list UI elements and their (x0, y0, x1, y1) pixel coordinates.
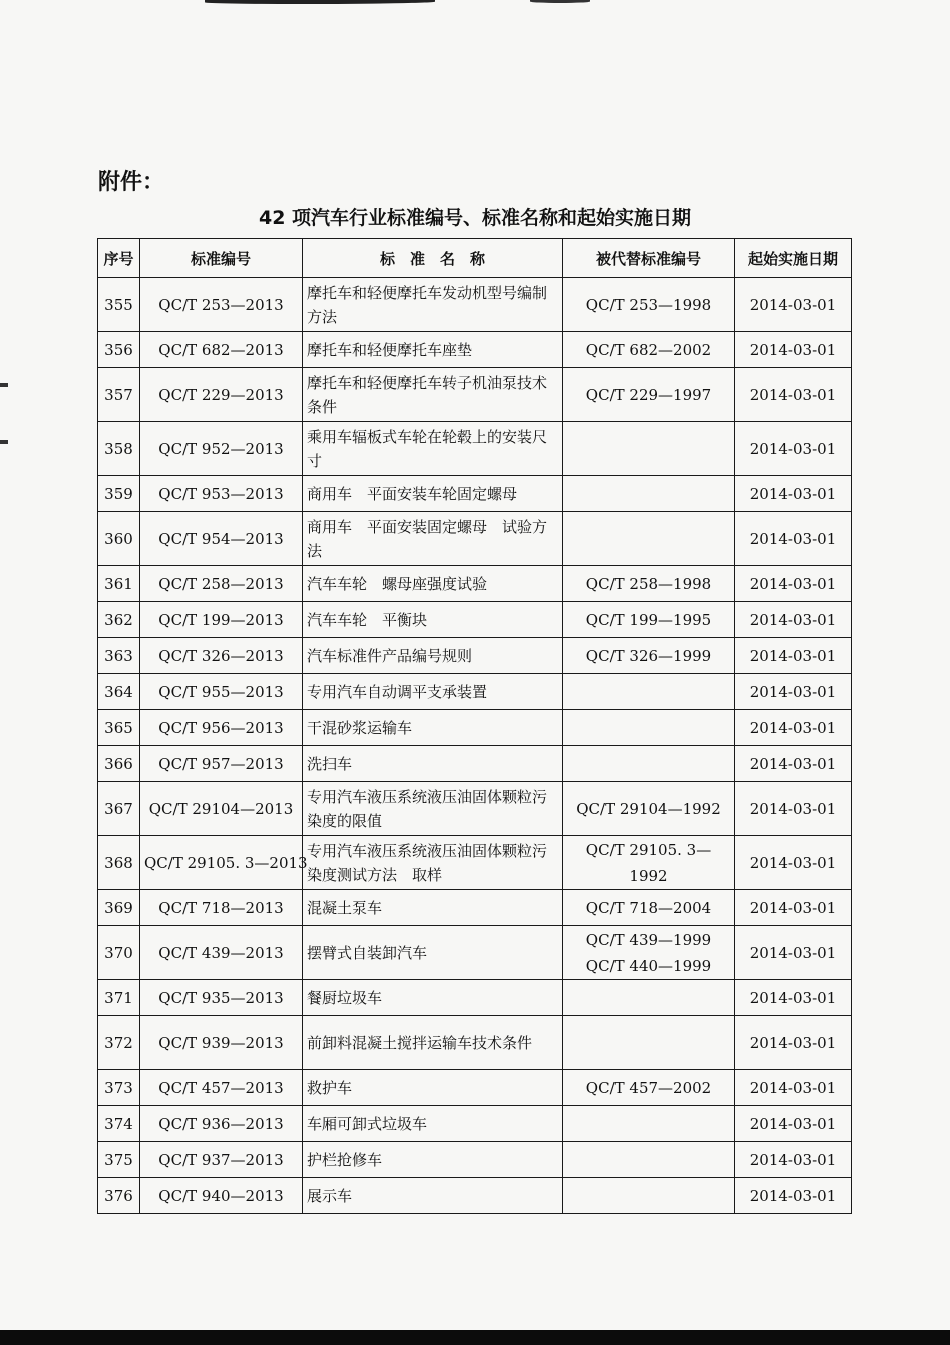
row-number: 375 (98, 1142, 140, 1178)
standard-name: 商用车 平面安装车轮固定螺母 (303, 476, 563, 512)
row-number: 359 (98, 476, 140, 512)
row-number: 373 (98, 1070, 140, 1106)
standard-code: QC/T 937—2013 (140, 1142, 303, 1178)
standard-name: 前卸料混凝土搅拌运输车技术条件 (303, 1016, 563, 1070)
standard-name: 专用汽车自动调平支承装置 (303, 674, 563, 710)
effective-date: 2014-03-01 (735, 566, 852, 602)
effective-date: 2014-03-01 (735, 674, 852, 710)
effective-date: 2014-03-01 (735, 1016, 852, 1070)
scan-mark (0, 440, 8, 444)
standard-code: QC/T 936—2013 (140, 1106, 303, 1142)
table-row (98, 566, 852, 602)
standard-code: QC/T 29105. 3—2013 (140, 836, 303, 890)
table-row (98, 602, 852, 638)
standard-code: QC/T 935—2013 (140, 980, 303, 1016)
header-name: 标 准 名 称 (303, 239, 563, 278)
standard-code: QC/T 326—2013 (140, 638, 303, 674)
table-row (98, 512, 852, 566)
standard-code: QC/T 939—2013 (140, 1016, 303, 1070)
standard-code: QC/T 199—2013 (140, 602, 303, 638)
standard-code: QC/T 457—2013 (140, 1070, 303, 1106)
row-number: 369 (98, 890, 140, 926)
standard-name: 干混砂浆运输车 (303, 710, 563, 746)
row-number: 358 (98, 422, 140, 476)
row-number: 357 (98, 368, 140, 422)
effective-date: 2014-03-01 (735, 980, 852, 1016)
effective-date: 2014-03-01 (735, 1070, 852, 1106)
replaced-standard: QC/T 258—1998 (563, 566, 735, 602)
replaced-standard: QC/T 29105. 3—1992 (563, 836, 735, 890)
effective-date: 2014-03-01 (735, 602, 852, 638)
standard-name: 展示车 (303, 1178, 563, 1214)
table-row (98, 1106, 852, 1142)
row-number: 371 (98, 980, 140, 1016)
standard-name: 混凝土泵车 (303, 890, 563, 926)
standard-code: QC/T 955—2013 (140, 674, 303, 710)
table-row (98, 926, 852, 980)
replaced-standard (563, 1142, 735, 1178)
table-row (98, 710, 852, 746)
scan-edge-top (0, 0, 950, 6)
table-row (98, 638, 852, 674)
standard-name: 专用汽车液压系统液压油固体颗粒污染度的限值 (303, 782, 563, 836)
effective-date: 2014-03-01 (735, 638, 852, 674)
standard-code: QC/T 253—2013 (140, 278, 303, 332)
replaced-standard (563, 422, 735, 476)
replaced-standard (563, 674, 735, 710)
table-row (98, 476, 852, 512)
row-number: 362 (98, 602, 140, 638)
standard-code: QC/T 258—2013 (140, 566, 303, 602)
row-number: 360 (98, 512, 140, 566)
effective-date: 2014-03-01 (735, 710, 852, 746)
effective-date: 2014-03-01 (735, 746, 852, 782)
effective-date: 2014-03-01 (735, 1142, 852, 1178)
table-row (98, 890, 852, 926)
standard-code: QC/T 957—2013 (140, 746, 303, 782)
table-row (98, 368, 852, 422)
standard-code: QC/T 956—2013 (140, 710, 303, 746)
effective-date: 2014-03-01 (735, 836, 852, 890)
standard-name: 餐厨垃圾车 (303, 980, 563, 1016)
replaced-standard: QC/T 229—1997 (563, 368, 735, 422)
table-row (98, 674, 852, 710)
header-date: 起始实施日期 (735, 239, 852, 278)
replaced-standard (563, 1106, 735, 1142)
effective-date: 2014-03-01 (735, 422, 852, 476)
table-row (98, 1178, 852, 1214)
standard-code: QC/T 682—2013 (140, 332, 303, 368)
standard-name: 专用汽车液压系统液压油固体颗粒污染度测试方法 取样 (303, 836, 563, 890)
standard-code: QC/T 439—2013 (140, 926, 303, 980)
standard-name: 乘用车辐板式车轮在轮毂上的安装尺寸 (303, 422, 563, 476)
replaced-standard (563, 512, 735, 566)
standard-name: 汽车标准件产品编号规则 (303, 638, 563, 674)
table-row (98, 1016, 852, 1070)
effective-date: 2014-03-01 (735, 512, 852, 566)
effective-date: 2014-03-01 (735, 782, 852, 836)
effective-date: 2014-03-01 (735, 368, 852, 422)
effective-date: 2014-03-01 (735, 890, 852, 926)
effective-date: 2014-03-01 (735, 1178, 852, 1214)
standard-name: 汽车车轮 螺母座强度试验 (303, 566, 563, 602)
standard-code: QC/T 952—2013 (140, 422, 303, 476)
replaced-standard (563, 1016, 735, 1070)
standard-name: 汽车车轮 平衡块 (303, 602, 563, 638)
standard-name: 护栏抢修车 (303, 1142, 563, 1178)
row-number: 363 (98, 638, 140, 674)
standards-table (97, 238, 852, 1214)
table-row (98, 980, 852, 1016)
row-number: 370 (98, 926, 140, 980)
effective-date: 2014-03-01 (735, 1106, 852, 1142)
row-number: 366 (98, 746, 140, 782)
replaced-standard: QC/T 199—1995 (563, 602, 735, 638)
standard-code: QC/T 229—2013 (140, 368, 303, 422)
document-title: 42 项汽车行业标准编号、标准名称和起始实施日期 (258, 207, 692, 229)
row-number: 364 (98, 674, 140, 710)
table-row (98, 422, 852, 476)
table-row (98, 836, 852, 890)
effective-date: 2014-03-01 (735, 476, 852, 512)
replaced-standard (563, 746, 735, 782)
replaced-standard (563, 710, 735, 746)
replaced-standard: QC/T 439—1999 QC/T 440—1999 (563, 926, 735, 980)
standard-name: 救护车 (303, 1070, 563, 1106)
table-row (98, 782, 852, 836)
standard-name: 车厢可卸式垃圾车 (303, 1106, 563, 1142)
row-number: 355 (98, 278, 140, 332)
row-number: 376 (98, 1178, 140, 1214)
replaced-standard: QC/T 326—1999 (563, 638, 735, 674)
table-row (98, 746, 852, 782)
row-number: 372 (98, 1016, 140, 1070)
standard-name: 摩托车和轻便摩托车座垫 (303, 332, 563, 368)
replaced-standard: QC/T 718—2004 (563, 890, 735, 926)
standard-name: 摩托车和轻便摩托车发动机型号编制方法 (303, 278, 563, 332)
effective-date: 2014-03-01 (735, 332, 852, 368)
row-number: 368 (98, 836, 140, 890)
effective-date: 2014-03-01 (735, 278, 852, 332)
standard-code: QC/T 953—2013 (140, 476, 303, 512)
standard-code: QC/T 940—2013 (140, 1178, 303, 1214)
attachment-label: 附件： (98, 170, 165, 195)
replaced-standard: QC/T 457—2002 (563, 1070, 735, 1106)
standard-code: QC/T 954—2013 (140, 512, 303, 566)
replaced-standard: QC/T 253—1998 (563, 278, 735, 332)
table-row (98, 278, 852, 332)
replaced-standard (563, 1178, 735, 1214)
replaced-standard (563, 980, 735, 1016)
table-row (98, 332, 852, 368)
standard-name: 商用车 平面安装固定螺母 试验方法 (303, 512, 563, 566)
row-number: 361 (98, 566, 140, 602)
scan-mark (0, 383, 8, 387)
row-number: 365 (98, 710, 140, 746)
replaced-standard: QC/T 29104—1992 (563, 782, 735, 836)
header-code: 标准编号 (140, 239, 303, 278)
row-number: 367 (98, 782, 140, 836)
replaced-standard: QC/T 682—2002 (563, 332, 735, 368)
header-no: 序号 (98, 239, 140, 278)
table-row (98, 1070, 852, 1106)
effective-date: 2014-03-01 (735, 926, 852, 980)
standard-name: 摩托车和轻便摩托车转子机油泵技术条件 (303, 368, 563, 422)
replaced-standard (563, 476, 735, 512)
standard-name: 摆臂式自装卸汽车 (303, 926, 563, 980)
table-header-row (98, 239, 852, 278)
standard-name: 洗扫车 (303, 746, 563, 782)
scan-edge-bottom (0, 1330, 950, 1345)
standard-code: QC/T 718—2013 (140, 890, 303, 926)
row-number: 374 (98, 1106, 140, 1142)
table-row (98, 1142, 852, 1178)
row-number: 356 (98, 332, 140, 368)
header-replaces: 被代替标准编号 (563, 239, 735, 278)
standard-code: QC/T 29104—2013 (140, 782, 303, 836)
